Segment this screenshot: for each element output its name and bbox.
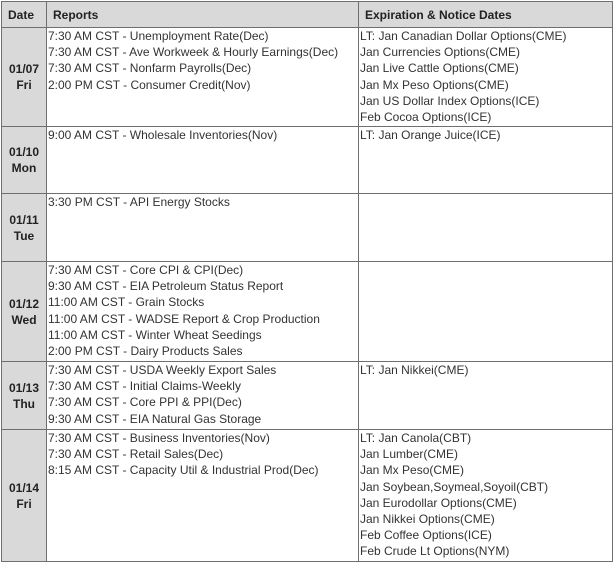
day-cell [2, 194, 47, 262]
report-entry: 7:30 AM CST - Unemployment Rate(Dec) [48, 29, 269, 43]
expiration-entry: Jan Nikkei Options(CME) [360, 512, 495, 527]
expiration-entry: Jan Mx Peso(CME) [360, 463, 465, 478]
reports-cell [47, 194, 359, 262]
date-label: 01/07 [8, 62, 40, 76]
expiration-entry: Jan Soybean,Soymeal,Soyoil(CBT) [360, 479, 549, 494]
day-row [2, 28, 613, 127]
expiration-column-header: Expiration & Notice Dates [359, 2, 613, 28]
expiration-entry: Jan Lumber(CME) [360, 447, 459, 462]
calendar-body [2, 28, 613, 562]
economic-calendar-table [1, 1, 613, 562]
report-entry: 9:30 AM CST - EIA Natural Gas Storage [48, 411, 262, 426]
expiration-entry: LT: Jan Nikkei(CME) [360, 363, 469, 377]
weekday-label: Mon [11, 161, 37, 175]
expiration-entry: Jan US Dollar Index Options(ICE) [360, 93, 540, 108]
expiration-entry: Feb Coffee Options(ICE) [360, 528, 492, 543]
report-entry: 7:30 AM CST - Ave Workweek & Hourly Earnings(Dec) [48, 45, 339, 60]
report-entry: 7:30 AM CST - Business Inventories(Nov) [48, 431, 270, 445]
report-entry: 9:30 AM CST - EIA Petroleum Status Report [48, 279, 284, 294]
date-label: 01/11 [9, 212, 39, 227]
expirations-cell [359, 194, 613, 262]
report-entry: 7:30 AM CST - Core CPI & CPI(Dec) [48, 263, 244, 277]
reports-cell [47, 262, 359, 362]
weekday-label: Fri [16, 78, 32, 92]
report-entry: 11:00 AM CST - Winter Wheat Seedings [48, 327, 262, 342]
expiration-entry: Jan Eurodollar Options(CME) [360, 495, 517, 510]
date-label: 01/14 [8, 480, 40, 495]
report-entry: 11:00 AM CST - WADSE Report & Crop Production [48, 311, 320, 326]
report-entry: 7:30 AM CST - Nonfarm Payrolls(Dec) [48, 61, 252, 76]
date-label: 01/13 [8, 380, 40, 395]
header-row [2, 2, 613, 28]
expirations-cell [359, 262, 613, 362]
weekday-label: Thu [13, 396, 35, 411]
day-cell [2, 127, 47, 194]
expiration-entry: Feb Cocoa Options(ICE) [360, 110, 492, 125]
day-cell [2, 28, 47, 127]
report-entry: 7:30 AM CST - USDA Weekly Export Sales [48, 363, 277, 377]
day-row [2, 127, 613, 194]
reports-column-header: Reports [47, 2, 359, 28]
expiration-entry: Jan Mx Peso Options(CME) [360, 77, 509, 92]
date-label: 01/10 [8, 145, 40, 159]
day-cell [2, 262, 47, 362]
expiration-entry: Jan Currencies Options(CME) [360, 45, 521, 60]
expiration-entry: LT: Jan Canadian Dollar Options(CME) [360, 29, 567, 43]
weekday-label: Wed [11, 312, 37, 327]
expiration-entry: Feb Crude Lt Options(NYM) [360, 544, 510, 559]
expiration-entry: LT: Jan Orange Juice(ICE) [360, 128, 501, 142]
date-column-header: Date [2, 2, 47, 28]
report-entry: 7:30 AM CST - Core PPI & PPI(Dec) [48, 395, 242, 410]
day-row [2, 362, 613, 430]
weekday-label: Tue [13, 228, 35, 243]
weekday-label: Fri [16, 496, 32, 511]
reports-cell [47, 127, 359, 194]
day-row [2, 430, 613, 562]
date-label: 01/12 [8, 296, 40, 311]
report-entry: 8:15 AM CST - Capacity Util & Industrial Prod(Dec) [48, 463, 319, 478]
expiration-entry: Jan Live Cattle Options(CME) [360, 61, 519, 76]
report-entry: 2:00 PM CST - Consumer Credit(Nov) [48, 77, 251, 92]
report-entry: 3:30 PM CST - API Energy Stocks [48, 195, 230, 209]
report-entry: 2:00 PM CST - Dairy Products Sales [48, 344, 243, 359]
reports-cell [47, 430, 359, 562]
report-entry: 7:30 AM CST - Retail Sales(Dec) [48, 447, 224, 462]
expiration-entry: LT: Jan Canola(CBT) [360, 431, 472, 445]
expirations-cell [359, 362, 613, 430]
report-entry: 11:00 AM CST - Grain Stocks [48, 295, 205, 310]
day-cell [2, 362, 47, 430]
day-row [2, 262, 613, 362]
day-row [2, 194, 613, 262]
expirations-cell [359, 430, 613, 562]
expirations-cell [359, 28, 613, 127]
reports-cell [47, 362, 359, 430]
report-entry: 9:00 AM CST - Wholesale Inventories(Nov) [48, 128, 278, 142]
report-entry: 7:30 AM CST - Initial Claims-Weekly [48, 379, 241, 394]
expirations-cell [359, 127, 613, 194]
reports-cell [47, 28, 359, 127]
day-cell [2, 430, 47, 562]
